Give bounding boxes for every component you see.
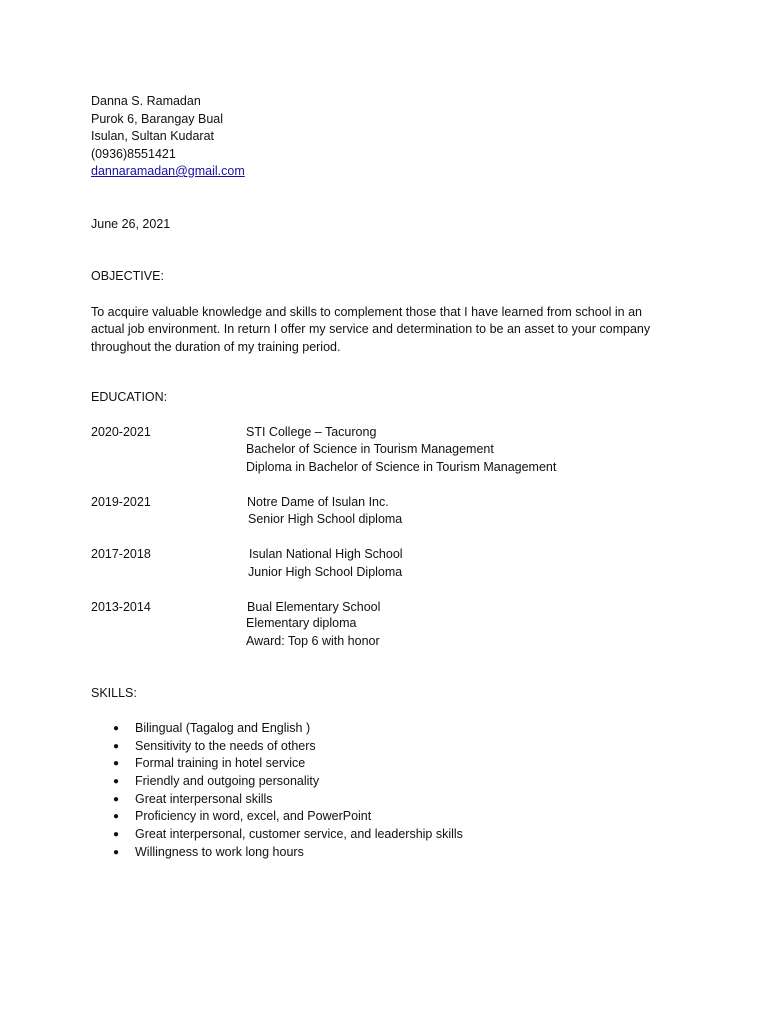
- education-school: Bual Elementary School: [247, 600, 381, 614]
- bullet-icon: ●: [113, 776, 120, 788]
- education-award: Award: Top 6 with honor: [246, 634, 380, 648]
- bullet-icon: ●: [113, 811, 120, 823]
- education-school: STI College – Tacurong: [246, 425, 377, 439]
- letter-date: June 26, 2021: [91, 217, 171, 231]
- objective-heading: OBJECTIVE:: [91, 269, 164, 283]
- education-detail: Bachelor of Science in Tourism Management: [246, 442, 494, 456]
- skill-item: [91, 773, 463, 791]
- bullet-icon: ●: [113, 846, 120, 858]
- skill-item: [91, 755, 463, 773]
- skill-label: Proficiency in word, excel, and PowerPoint: [135, 809, 372, 824]
- skill-item: [91, 738, 463, 756]
- skill-label: Willingness to work long hours: [135, 844, 304, 859]
- skill-label: Sensitivity to the needs of others: [135, 738, 316, 753]
- skill-label: Great interpersonal skills: [135, 791, 273, 806]
- education-years: 2020-2021: [91, 425, 151, 439]
- address-line-1: Purok 6, Barangay Bual: [91, 112, 224, 126]
- education-years: 2013-2014: [91, 600, 151, 614]
- skill-label: Friendly and outgoing personality: [135, 774, 320, 789]
- objective-text: To acquire valuable knowledge and skills to complement those that I have learned from school in an actual job environment. In return I offer my service and determination to be an asset to your company throughout the duration of my training period.: [91, 305, 651, 354]
- education-school: Isulan National High School: [249, 547, 403, 561]
- education-detail: Junior High School Diploma: [248, 565, 403, 579]
- skills-heading: SKILLS:: [91, 686, 137, 700]
- bullet-icon: ●: [113, 723, 120, 734]
- address-line-2: Isulan, Sultan Kudarat: [91, 129, 214, 143]
- education-detail: Senior High School diploma: [248, 512, 403, 526]
- education-years: 2019-2021: [91, 495, 151, 509]
- bullet-icon: ●: [113, 740, 120, 752]
- education-detail: Elementary diploma: [246, 616, 357, 630]
- phone-number: (0936)8551421: [91, 147, 176, 161]
- applicant-name: Danna S. Ramadan: [91, 94, 201, 108]
- skill-label: Bilingual (Tagalog and English ): [135, 721, 311, 735]
- skill-item: [91, 791, 463, 809]
- email-link[interactable]: dannaramadan@gmail.com: [91, 164, 245, 178]
- education-detail: Diploma in Bachelor of Science in Tourism Management: [246, 460, 557, 474]
- education-heading: EDUCATION:: [91, 390, 168, 404]
- skill-item: [91, 808, 463, 826]
- skill-label: Great interpersonal, customer service, and leadership skills: [135, 827, 463, 842]
- skill-item: [91, 720, 463, 738]
- bullet-icon: ●: [113, 758, 120, 770]
- skill-item: [91, 844, 463, 862]
- bullet-icon: ●: [113, 829, 120, 841]
- skill-item: [91, 826, 463, 844]
- skill-label: Formal training in hotel service: [135, 756, 306, 771]
- education-years: 2017-2018: [91, 547, 151, 561]
- bullet-icon: ●: [113, 793, 120, 805]
- education-school: Notre Dame of Isulan Inc.: [247, 495, 389, 509]
- skills-list: [91, 720, 463, 862]
